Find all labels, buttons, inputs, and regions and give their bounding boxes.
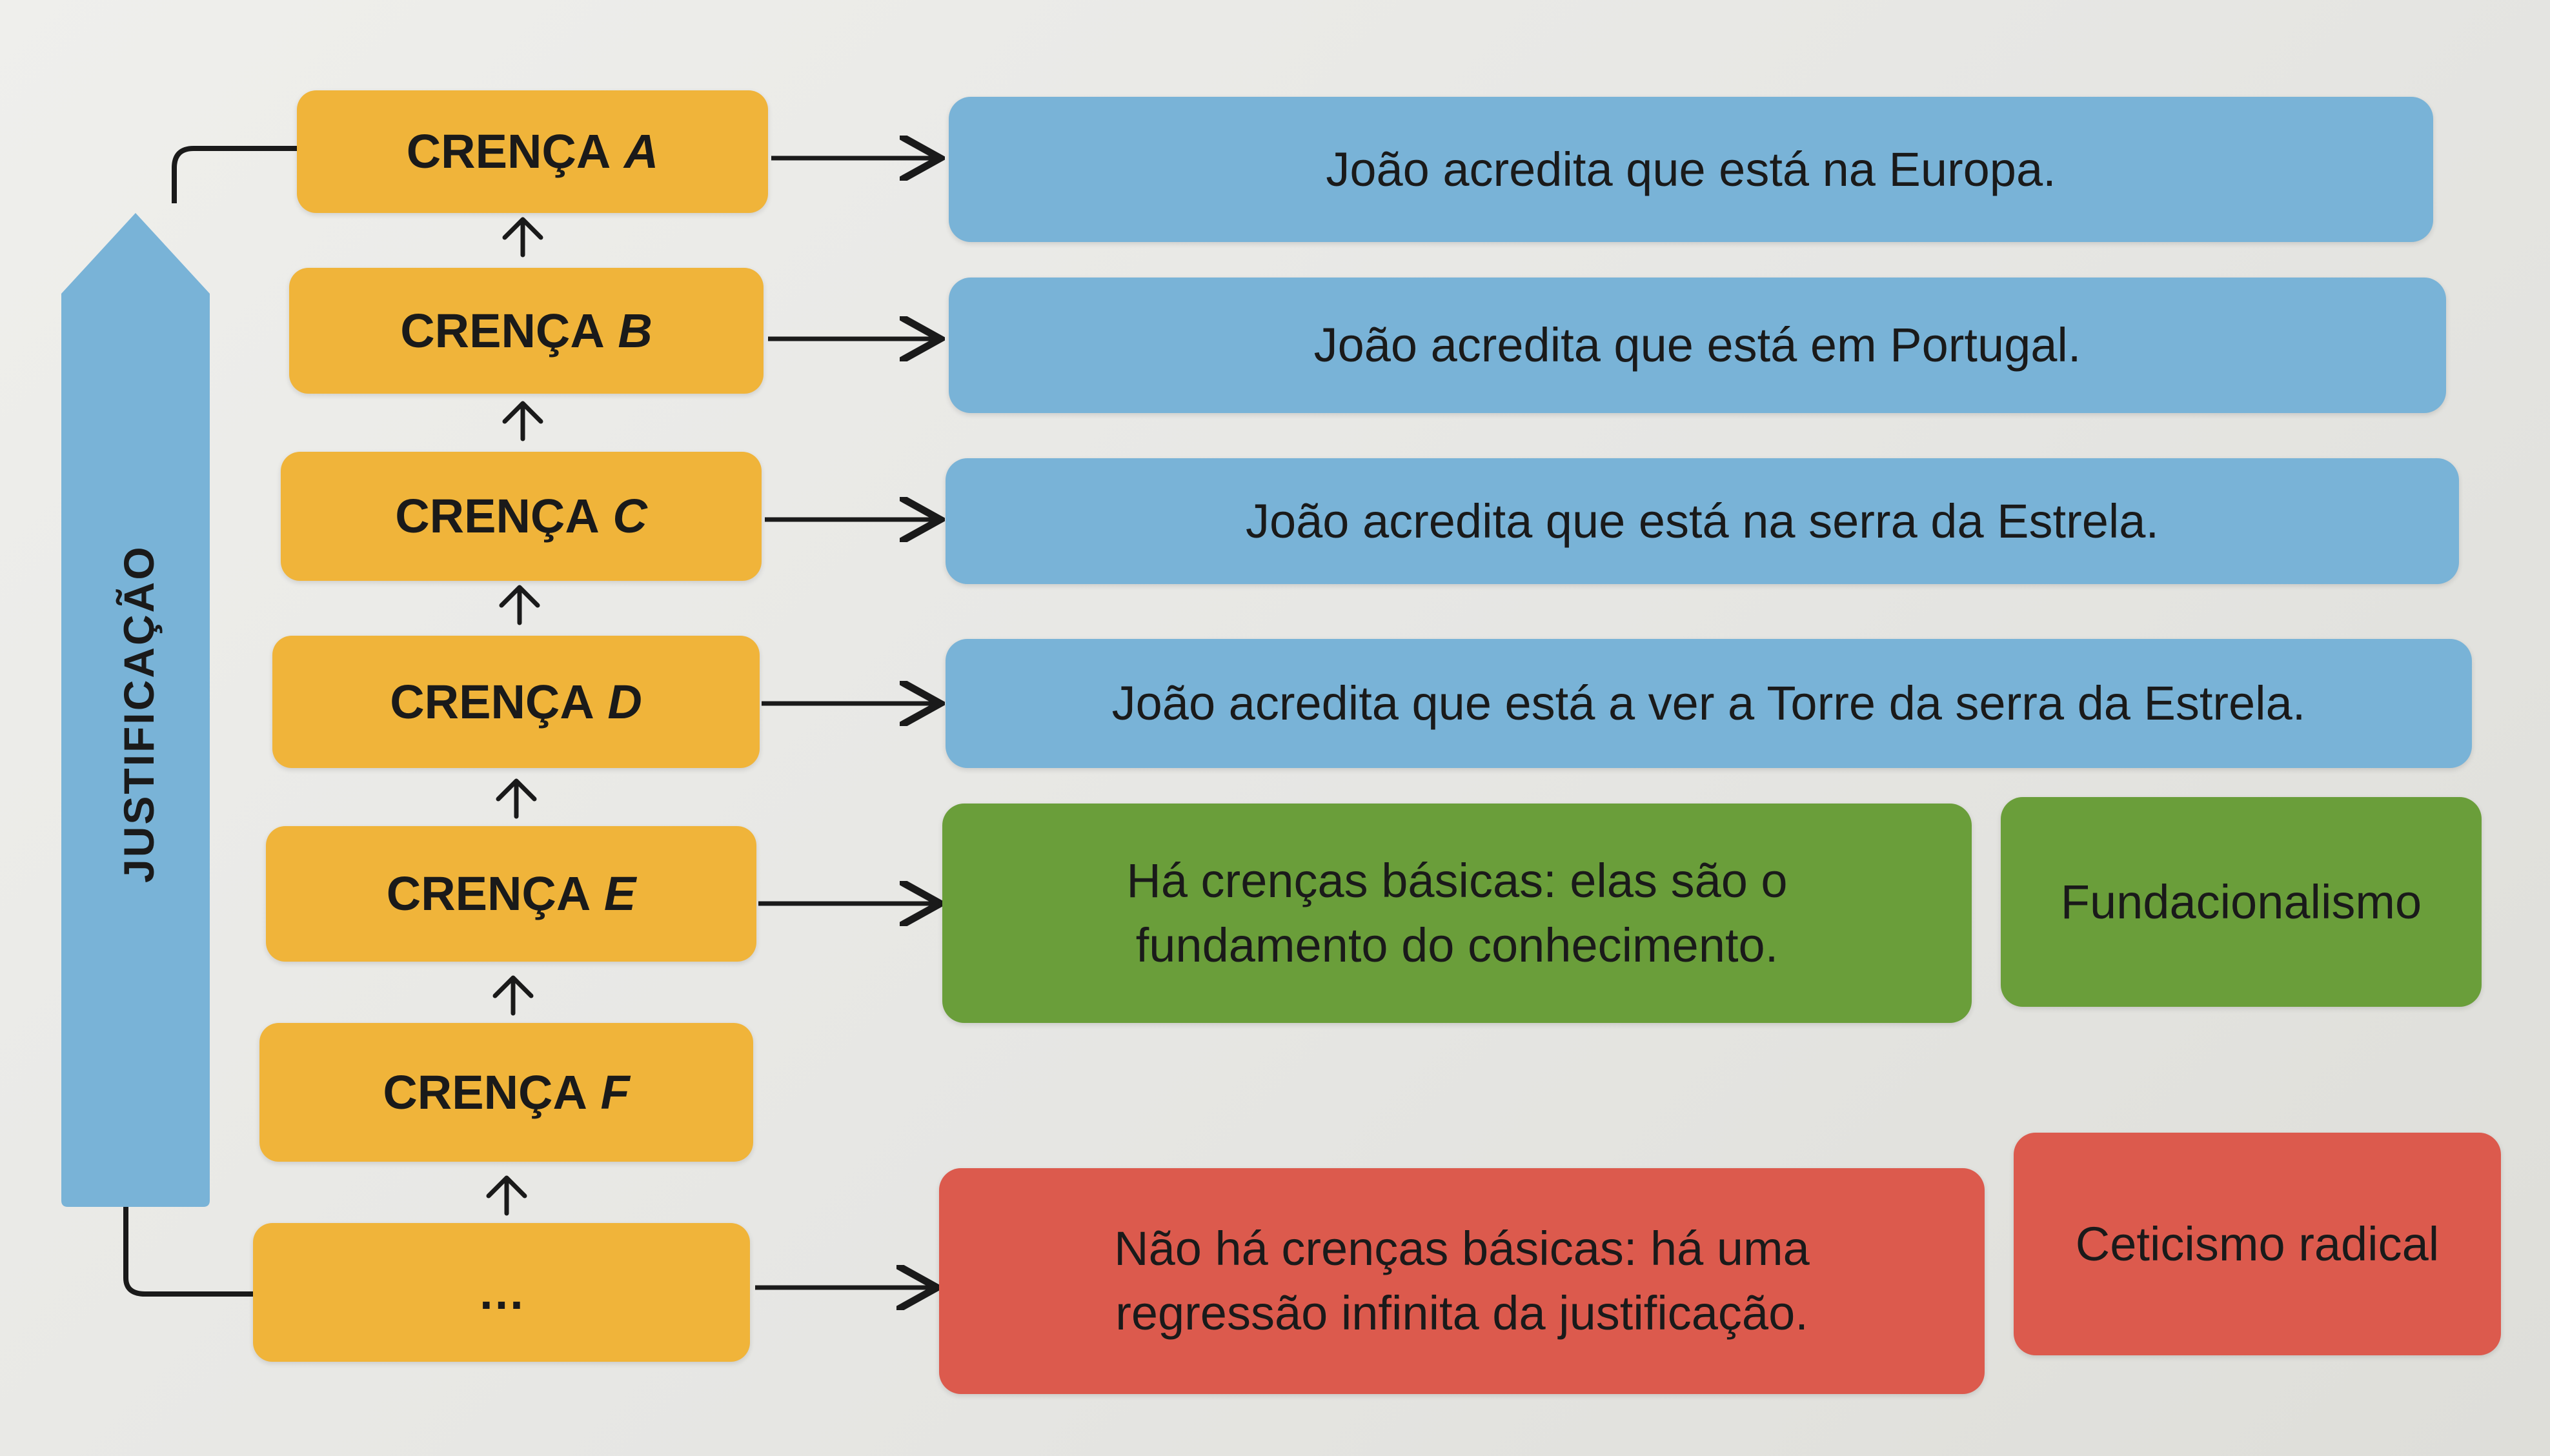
statement-foundational-line1: Há crenças básicas: elas são o — [1126, 854, 1788, 908]
belief-e — [266, 826, 756, 962]
belief-d-label: CRENÇA — [390, 674, 594, 729]
belief-b — [289, 268, 764, 394]
belief-b-letter: B — [618, 303, 653, 358]
belief-d-letter: D — [607, 674, 642, 729]
belief-c-letter: C — [612, 489, 647, 543]
belief-e-label: CRENÇA — [386, 867, 591, 921]
up-arrow-d-c — [501, 587, 538, 623]
belief-b-label: CRENÇA — [400, 303, 605, 358]
statement-regress-line2: regressão infinita da justificação. — [1115, 1286, 1808, 1340]
bracket-bottom — [126, 1207, 258, 1294]
up-arrow-last-f — [489, 1178, 525, 1213]
belief-a-letter: A — [623, 125, 659, 179]
statement-a: João acredita que está na Europa. — [949, 97, 2433, 242]
up-arrow-f-e — [495, 978, 531, 1013]
statement-b: João acredita que está em Portugal. — [949, 278, 2446, 413]
belief-ellipsis — [253, 1223, 750, 1362]
belief-f-letter: F — [600, 1065, 630, 1119]
theory-foundationalism: Fundacionalismo — [2001, 797, 2482, 1007]
belief-f — [259, 1023, 753, 1162]
belief-c-label: CRENÇA — [395, 489, 600, 543]
up-arrow-e-d — [498, 781, 534, 816]
statement-regress — [939, 1168, 1985, 1394]
belief-f-label: CRENÇA — [383, 1065, 587, 1119]
statement-c: João acredita que está na serra da Estrela. — [946, 458, 2459, 584]
belief-c — [281, 452, 762, 581]
statement-foundational — [942, 804, 1972, 1023]
statement-regress-line1: Não há crenças básicas: há uma — [1114, 1222, 1810, 1276]
belief-a-label: CRENÇA — [406, 125, 611, 179]
up-arrow-c-b — [505, 403, 541, 439]
statement-foundational-line2: fundamento do conhecimento. — [1135, 918, 1779, 972]
justification-label: JUSTIFICAÇÃO — [115, 545, 163, 883]
belief-a — [297, 90, 768, 213]
belief-d — [272, 636, 760, 768]
belief-ellipsis-label: … — [478, 1265, 525, 1319]
belief-e-letter: E — [603, 867, 636, 921]
theory-skepticism: Ceticismo radical — [2014, 1133, 2501, 1355]
bracket-top — [174, 148, 303, 203]
statement-d: João acredita que está a ver a Torre da serra da Estrela. — [946, 639, 2472, 768]
up-arrow-b-a — [505, 219, 541, 255]
